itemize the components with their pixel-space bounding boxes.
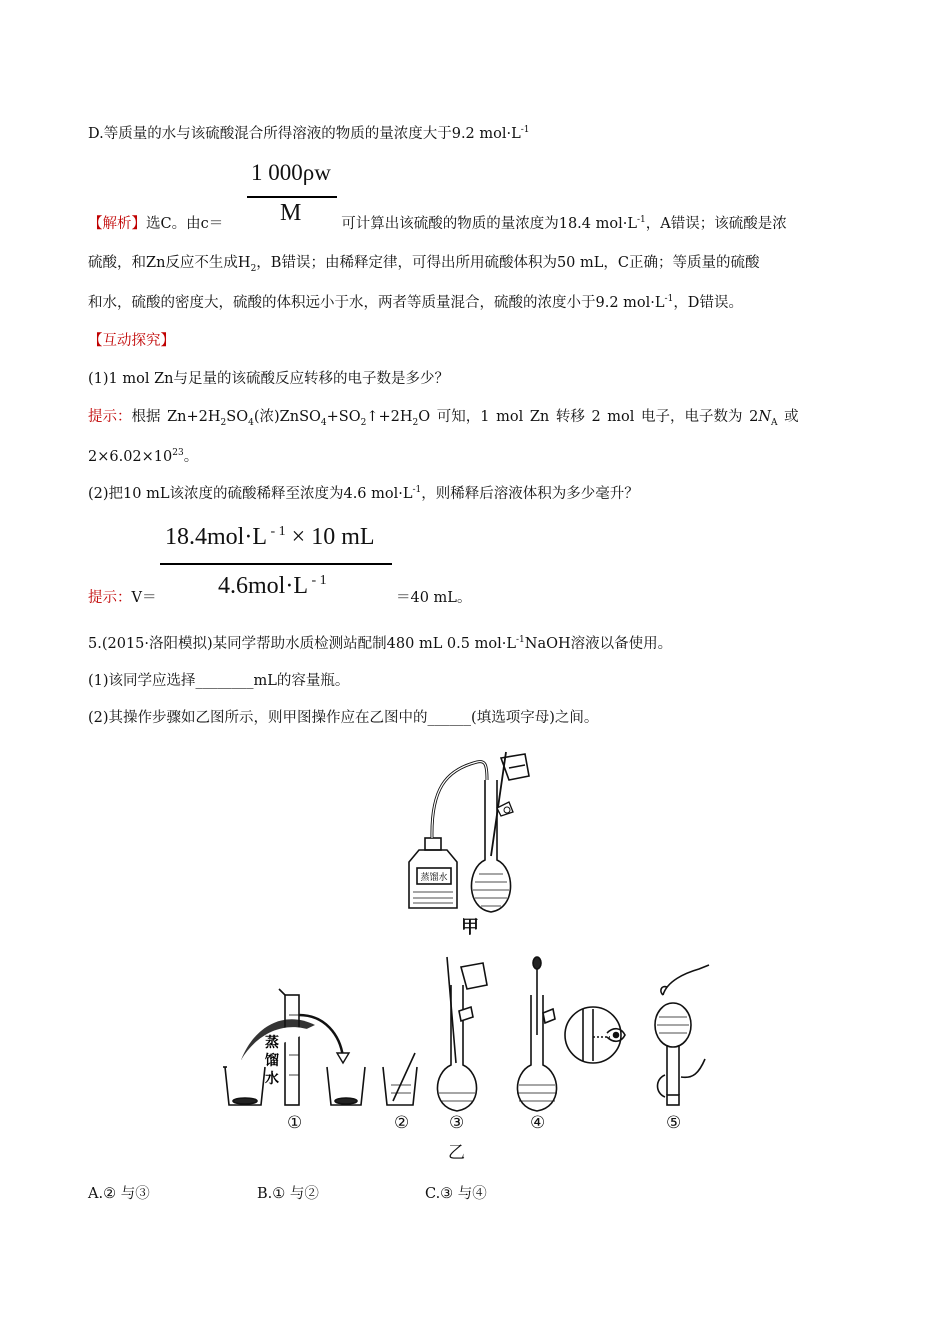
- figure-jia: [405, 750, 535, 940]
- step-3-label: ③: [449, 1113, 465, 1133]
- hint-2-result: ＝40 mL。: [396, 590, 472, 606]
- option-b: B.① 与②: [257, 1186, 319, 1202]
- formula2-denominator: 4.6mol·L $^{- 1}$: [218, 573, 327, 599]
- step-3-apparatus: [437, 957, 487, 1111]
- step-5-label: ⑤: [666, 1113, 682, 1133]
- formula2-fraction-bar: [160, 563, 392, 565]
- formula1-numerator: 1 000ρw: [251, 160, 331, 185]
- analysis-line-3: 和水，硫酸的密度大，硫酸的体积远小于水，两者等质量混合，硫酸的浓度小于9.2 $mol\cdot L^{-1}$，D错误。: [88, 294, 743, 311]
- option-d: D.等质量的水与该硫酸混合所得溶液的物质的量浓度大于9.2 $mol\cdot L^{-1}$: [88, 125, 530, 142]
- explore-heading: 【互动探究】: [88, 333, 175, 349]
- question-2: (2)把10 mL该浓度的硫酸稀释至浓度为4.6 $mol\cdot L^{-1}$，则稀释后溶液体积为多少毫升？: [88, 485, 639, 502]
- figure-jia-label: 甲: [461, 917, 479, 938]
- step-5-apparatus: [655, 965, 709, 1105]
- water-char-3: 水: [265, 1071, 279, 1087]
- step-4-apparatus: [517, 957, 557, 1111]
- step-1-label: ①: [287, 1113, 303, 1133]
- option-c: C.③ 与④: [425, 1186, 487, 1202]
- step-2-apparatus: [383, 1053, 417, 1105]
- formula1-denominator: M: [280, 200, 302, 226]
- step-4-label: ④: [530, 1113, 546, 1133]
- question-1: (1)1 mol Zn与足量的该硫酸反应转移的电子数是多少？: [88, 371, 450, 387]
- hint-2: 提示：V＝: [88, 590, 157, 606]
- figure-yi-label: 乙: [448, 1143, 465, 1163]
- eye-level-inset: [565, 1007, 625, 1063]
- question-5: 5.(2015·洛阳模拟)某同学帮助水质检测站配制480 mL 0.5 $mol\cdot L^{-1}NaOH$溶液以备使用。: [88, 635, 673, 652]
- hint-1-line-1: 提示：根据 $Zn+2H_2SO_4$(浓)$ZnSO_4+SO_2↑+2H_2O$ 可知，1 mol Zn 转移 2 mol 电子，电子数为 $2N_A$ 或: [88, 409, 799, 428]
- option-a: A.② 与③: [88, 1186, 150, 1202]
- analysis-line-2: 硫酸，和Zn反应不生成$H_2$，B错误；由稀释定律，可得出所用硫酸体积为50 mL，C正确；等质量的硫酸: [88, 255, 760, 274]
- analysis-line-1: 【解析】选C。由c＝ 可计算出该硫酸的物质的量浓度为18.4 $mol\cdot L^{-1}$，A错误；该硫酸是浓: [88, 215, 787, 232]
- formula2-numerator: 18.4mol·L $^{- 1}$ × 10 mL: [165, 524, 375, 550]
- water-char-1: 蒸: [265, 1035, 279, 1051]
- step-2-label: ②: [394, 1113, 410, 1133]
- volumetric-flask: [471, 780, 510, 912]
- beaker: [501, 754, 529, 780]
- formula1-fraction-bar: [247, 196, 337, 198]
- figure-yi: [215, 955, 720, 1115]
- hint-1-line-2: $2\times 6.02\times 10^{23}$。: [88, 448, 199, 465]
- step-1-apparatus: [223, 989, 365, 1105]
- question-5-part-1: (1)该同学应选择________mL的容量瓶。: [88, 673, 350, 689]
- water-char-2: 馏: [265, 1053, 279, 1069]
- question-5-part-2: (2)其操作步骤如乙图所示，则甲图操作应在乙图中的______(填选项字母)之间。: [88, 710, 599, 726]
- bottle-label: 蒸馏水: [420, 873, 448, 883]
